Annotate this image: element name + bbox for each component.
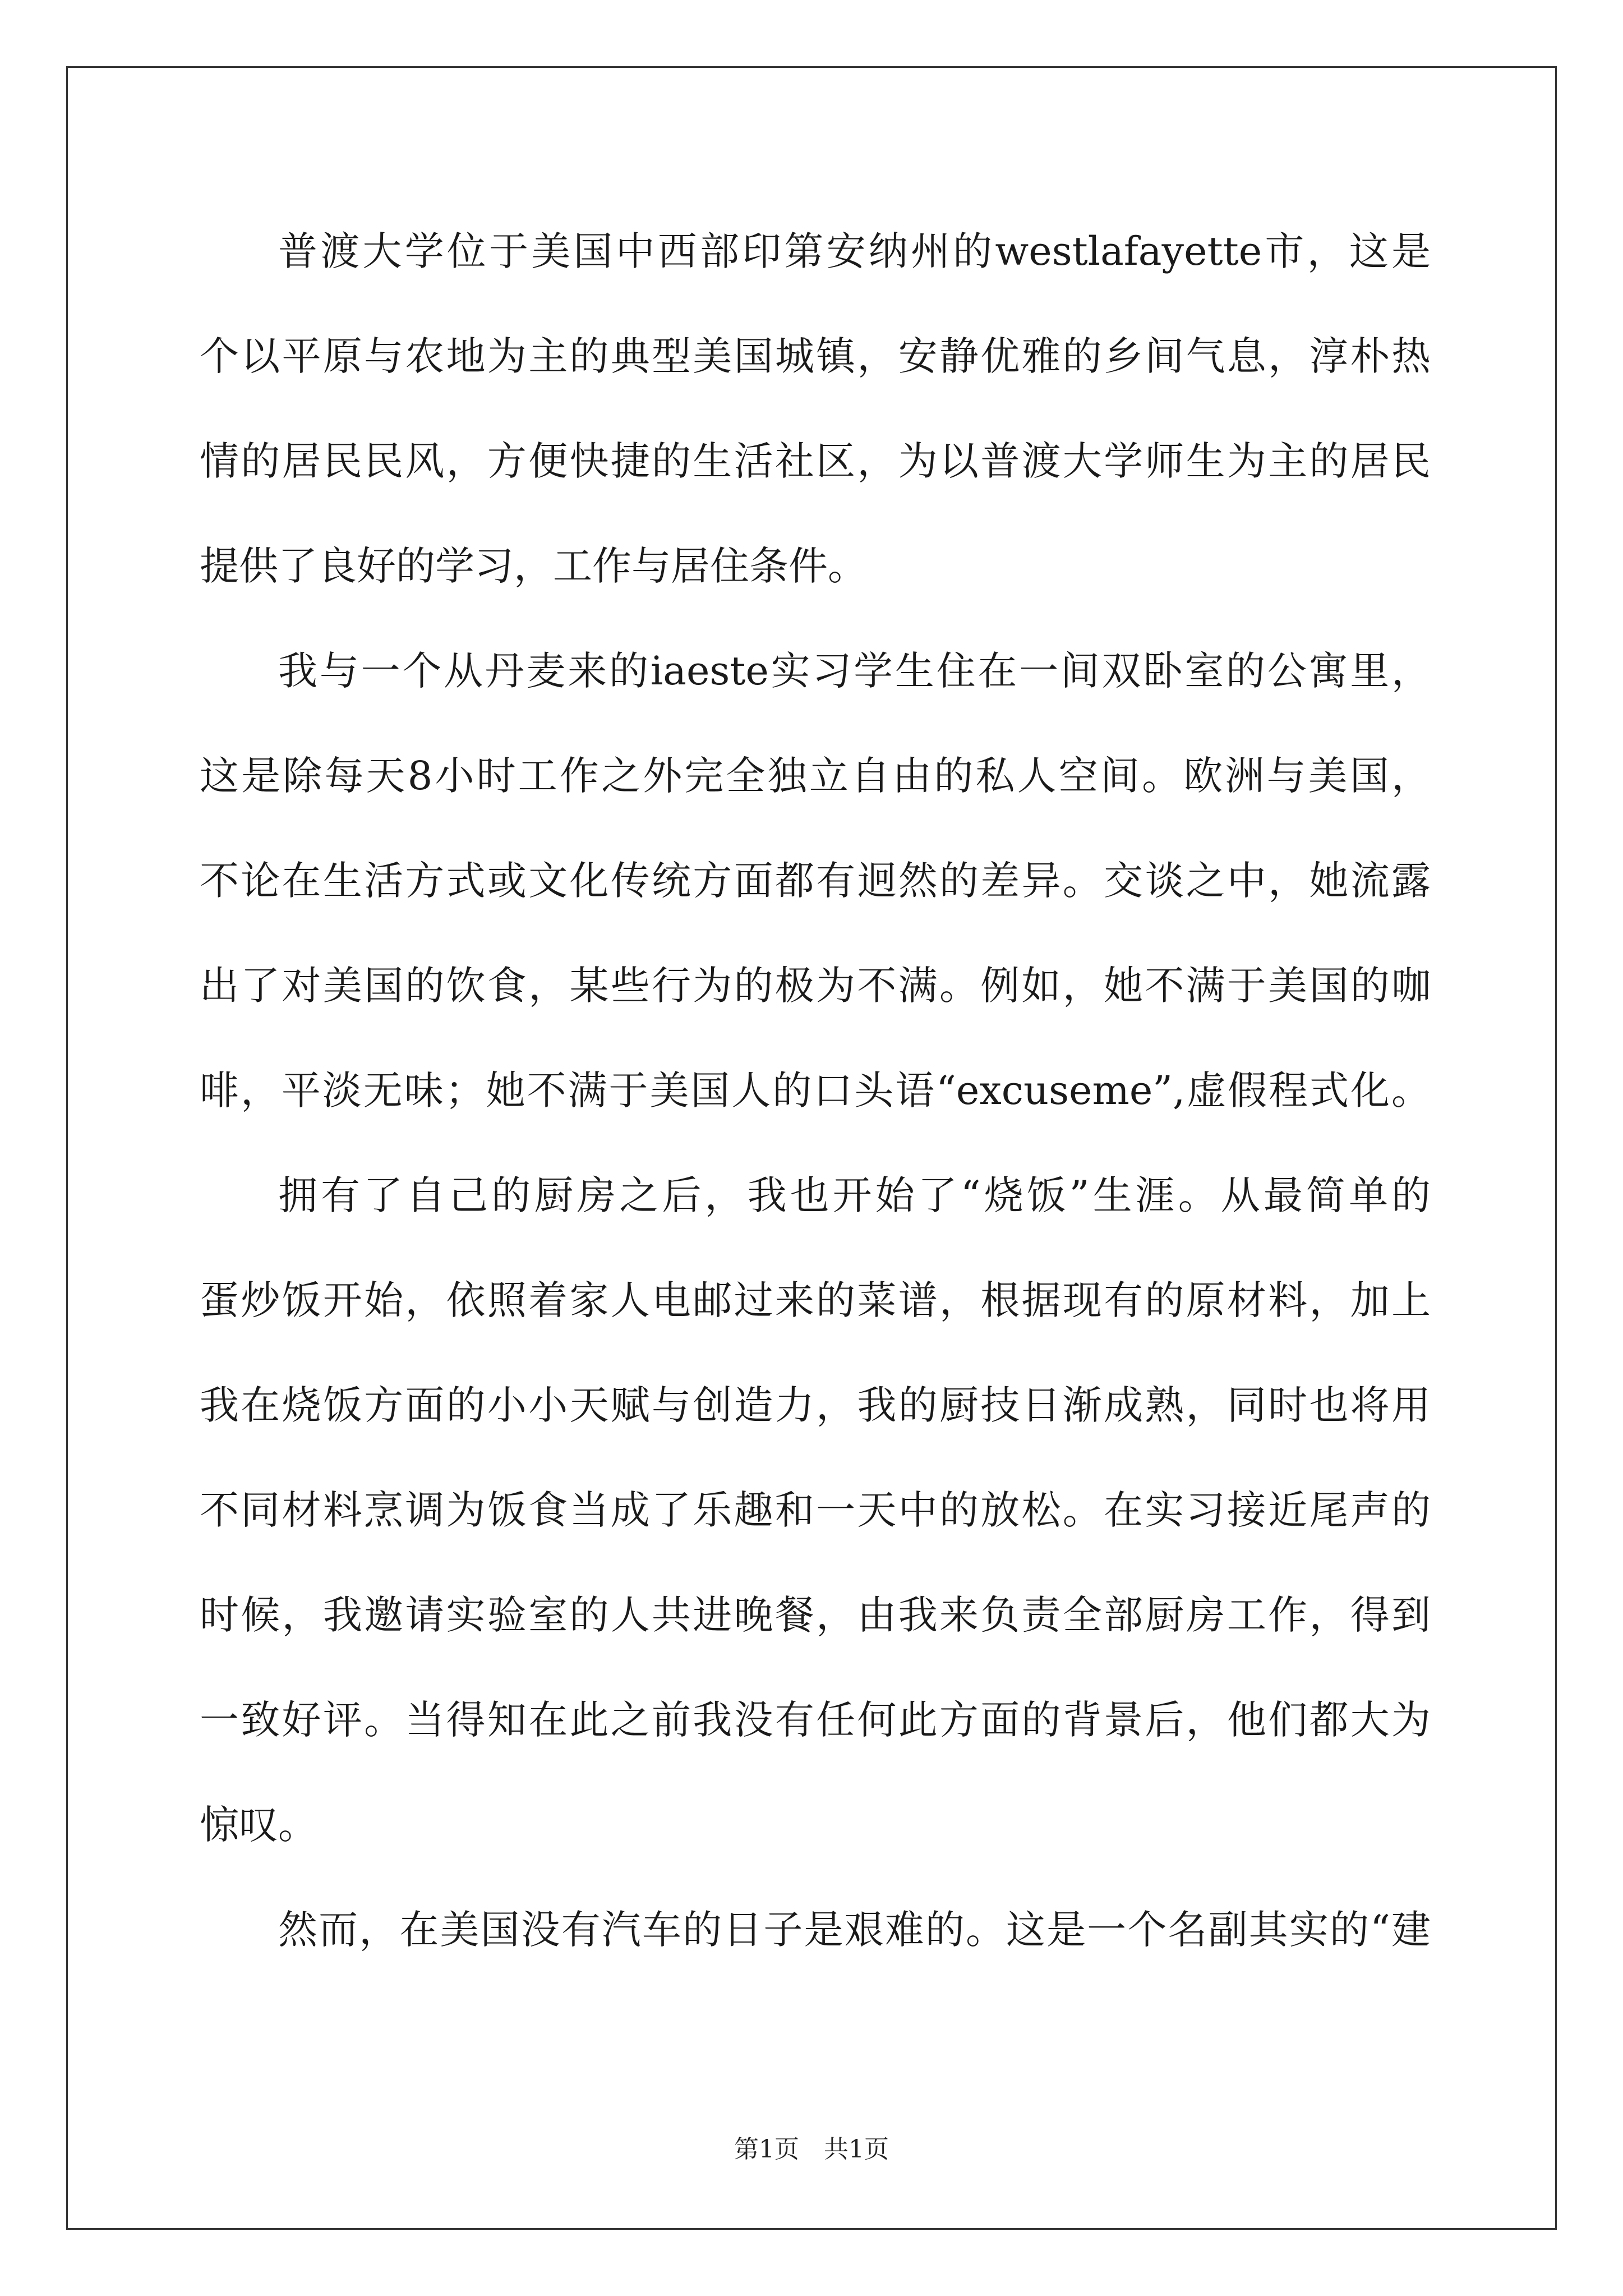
paragraph-3-line-2: 蛋炒饭开始，依照着家人电邮过来的菜谱，根据现有的原材料，加上	[200, 1277, 1431, 1323]
page-total: 共1页	[824, 2135, 889, 2164]
paragraph-1-line-2: 个以平原与农地为主的典型美国城镇，安静优雅的乡间气息，淳朴热	[200, 333, 1431, 379]
paragraph-4-line-1: 然而，在美国没有汽车的日子是艰难的。这是一个名副其实的“建	[278, 1907, 1431, 1953]
paragraph-3-line-5: 时候，我邀请实验室的人共进晚餐，由我来负责全部厨房工作，得到	[200, 1592, 1431, 1638]
paragraph-3-line-3: 我在烧饭方面的小小天赋与创造力，我的厨技日渐成熟，同时也将用	[200, 1382, 1431, 1428]
paragraph-3-line-6: 一致好评。当得知在此之前我没有任何此方面的背景后，他们都大为	[200, 1697, 1431, 1743]
document-body	[200, 218, 1431, 2001]
paragraph-1-line-4: 提供了良好的学习，工作与居住条件。	[200, 543, 867, 589]
paragraph-1-line-1: 普渡大学位于美国中西部印第安纳州的westlafayette市，这是	[278, 228, 1431, 274]
paragraph-3-line-4: 不同材料烹调为饭食当成了乐趣和一天中的放松。在实习接近尾声的	[200, 1487, 1431, 1533]
paragraph-2-line-2: 这是除每天8小时工作之外完全独立自由的私人空间。欧洲与美国，	[200, 753, 1431, 799]
page-footer	[0, 2133, 1623, 2166]
paragraph-1-line-3: 情的居民民风，方便快捷的生活社区，为以普渡大学师生为主的居民	[200, 438, 1431, 484]
paragraph-2-line-5: 啡，平淡无味；她不满于美国人的口头语“excuseme”,虚假程式化。	[200, 1068, 1431, 1114]
paragraph-3-line-7: 惊叹。	[200, 1802, 317, 1848]
paragraph-3-line-1: 拥有了自己的厨房之后，我也开始了“烧饭”生涯。从最简单的	[278, 1172, 1431, 1218]
paragraph-2-line-4: 出了对美国的饮食，某些行为的极为不满。例如，她不满于美国的咖	[200, 963, 1431, 1009]
paragraph-2-line-3: 不论在生活方式或文化传统方面都有迥然的差异。交谈之中，她流露	[200, 858, 1431, 904]
paragraph-2-line-1: 我与一个从丹麦来的iaeste实习学生住在一间双卧室的公寓里，	[278, 648, 1431, 694]
page-number: 第1页	[734, 2135, 799, 2164]
